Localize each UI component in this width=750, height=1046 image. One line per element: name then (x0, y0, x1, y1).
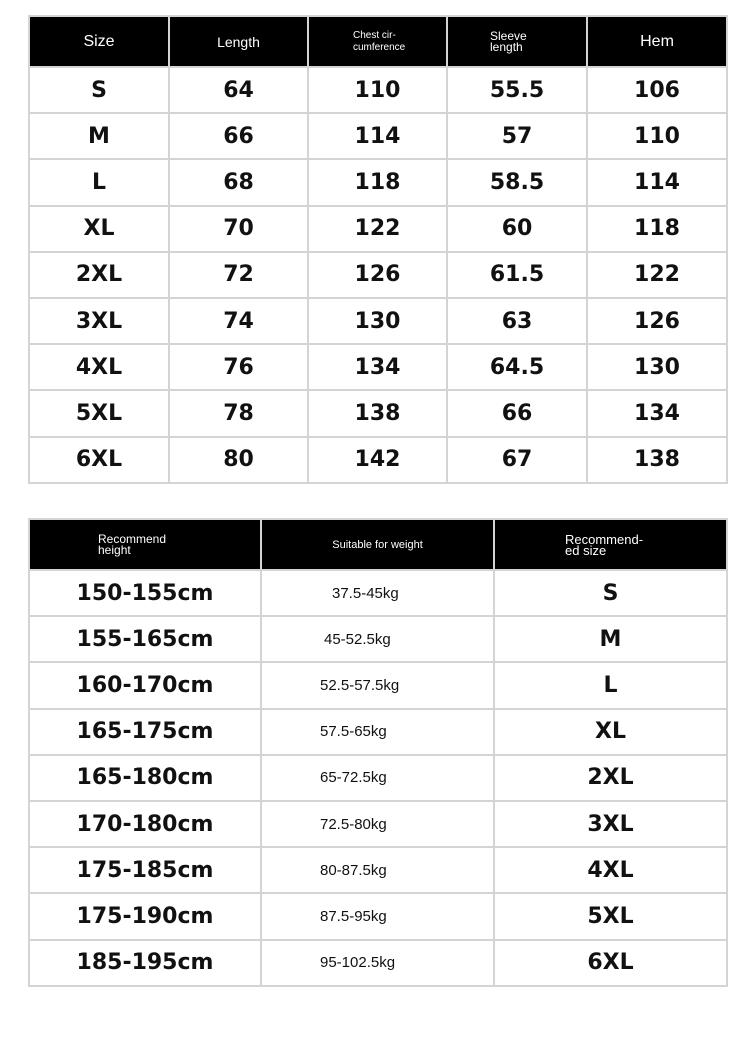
length-cell: 64 (169, 67, 308, 113)
table-row (29, 252, 727, 298)
weight-cell: 65-72.5kg (261, 755, 494, 801)
size-cell: 2XL (29, 252, 169, 298)
table-row (29, 390, 727, 436)
size-cell: M (29, 113, 169, 159)
length-cell: 74 (169, 298, 308, 344)
chest-cell: 126 (308, 252, 447, 298)
header-hem: Hem (587, 16, 727, 67)
recommended-size-cell: 6XL (494, 940, 727, 986)
chest-cell: 122 (308, 206, 447, 252)
table-row (29, 755, 727, 801)
header-sleeve-length-label: Sleeve length (490, 28, 527, 54)
hem-cell: 134 (587, 390, 727, 436)
hem-cell: 106 (587, 67, 727, 113)
hem-cell: 114 (587, 159, 727, 205)
sleeve-cell: 55.5 (447, 67, 587, 113)
weight-cell: 87.5-95kg (261, 893, 494, 939)
table-row (29, 206, 727, 252)
sleeve-cell: 61.5 (447, 252, 587, 298)
recommended-size-cell: L (494, 662, 727, 708)
height-cell: 175-190cm (29, 893, 261, 939)
size-cell: XL (29, 206, 169, 252)
header-length: Length (169, 16, 308, 67)
length-cell: 70 (169, 206, 308, 252)
sleeve-cell: 66 (447, 390, 587, 436)
header-recommend-height-label: Recommend height (98, 531, 167, 557)
size-chart-body (29, 67, 727, 483)
weight-cell: 95-102.5kg (261, 940, 494, 986)
recommended-size-cell: 2XL (494, 755, 727, 801)
chest-cell: 138 (308, 390, 447, 436)
sleeve-cell: 64.5 (447, 344, 587, 390)
height-cell: 160-170cm (29, 662, 261, 708)
length-cell: 72 (169, 252, 308, 298)
recommendation-body (29, 570, 727, 986)
height-cell: 150-155cm (29, 570, 261, 616)
table-row (29, 662, 727, 708)
hem-cell: 130 (587, 344, 727, 390)
height-cell: 165-180cm (29, 755, 261, 801)
weight-cell: 45-52.5kg (261, 616, 494, 662)
header-size: Size (29, 16, 169, 67)
height-cell: 175-185cm (29, 847, 261, 893)
height-cell: 170-180cm (29, 801, 261, 847)
chest-cell: 114 (308, 113, 447, 159)
size-cell: 5XL (29, 390, 169, 436)
table-row (29, 67, 727, 113)
weight-cell: 57.5-65kg (261, 709, 494, 755)
chest-cell: 110 (308, 67, 447, 113)
recommended-size-cell: 5XL (494, 893, 727, 939)
recommended-size-cell: 3XL (494, 801, 727, 847)
size-cell: 3XL (29, 298, 169, 344)
header-sleeve-length (447, 16, 587, 67)
recommended-size-cell: 4XL (494, 847, 727, 893)
table-row (29, 801, 727, 847)
sleeve-cell: 63 (447, 298, 587, 344)
header-recommended-size-label: Recommend- ed size (565, 531, 644, 558)
height-cell: 165-175cm (29, 709, 261, 755)
table-row (29, 940, 727, 986)
table-row (29, 437, 727, 483)
header-chest-circumference (308, 16, 447, 67)
weight-cell: 37.5-45kg (261, 570, 494, 616)
sleeve-cell: 60 (447, 206, 587, 252)
size-cell: 6XL (29, 437, 169, 483)
recommended-size-cell: XL (494, 709, 727, 755)
height-cell: 155-165cm (29, 616, 261, 662)
table-row (29, 616, 727, 662)
sleeve-cell: 57 (447, 113, 587, 159)
recommended-size-cell: S (494, 570, 727, 616)
weight-cell: 72.5-80kg (261, 801, 494, 847)
chest-cell: 118 (308, 159, 447, 205)
size-chart-table (28, 15, 728, 484)
chest-cell: 134 (308, 344, 447, 390)
chest-cell: 130 (308, 298, 447, 344)
table-row (29, 159, 727, 205)
hem-cell: 118 (587, 206, 727, 252)
length-cell: 80 (169, 437, 308, 483)
header-recommend-height (29, 519, 261, 570)
chest-cell: 142 (308, 437, 447, 483)
table-row (29, 570, 727, 616)
size-cell: L (29, 159, 169, 205)
header-chest-circumference-label: Chest cir- cumference (353, 29, 406, 53)
hem-cell: 138 (587, 437, 727, 483)
recommendation-table (28, 518, 728, 987)
table-row (29, 847, 727, 893)
height-cell: 185-195cm (29, 940, 261, 986)
length-cell: 78 (169, 390, 308, 436)
table-row (29, 113, 727, 159)
length-cell: 68 (169, 159, 308, 205)
sleeve-cell: 58.5 (447, 159, 587, 205)
length-cell: 66 (169, 113, 308, 159)
header-suitable-weight: Suitable for weight (261, 519, 494, 570)
table-row (29, 344, 727, 390)
header-recommended-size (494, 519, 727, 570)
recommended-size-cell: M (494, 616, 727, 662)
weight-cell: 80-87.5kg (261, 847, 494, 893)
table-row (29, 709, 727, 755)
size-chart-header-row (29, 16, 727, 67)
size-cell: 4XL (29, 344, 169, 390)
hem-cell: 122 (587, 252, 727, 298)
size-cell: S (29, 67, 169, 113)
hem-cell: 110 (587, 113, 727, 159)
length-cell: 76 (169, 344, 308, 390)
table-row (29, 298, 727, 344)
hem-cell: 126 (587, 298, 727, 344)
recommendation-header-row (29, 519, 727, 570)
weight-cell: 52.5-57.5kg (261, 662, 494, 708)
sleeve-cell: 67 (447, 437, 587, 483)
table-row (29, 893, 727, 939)
